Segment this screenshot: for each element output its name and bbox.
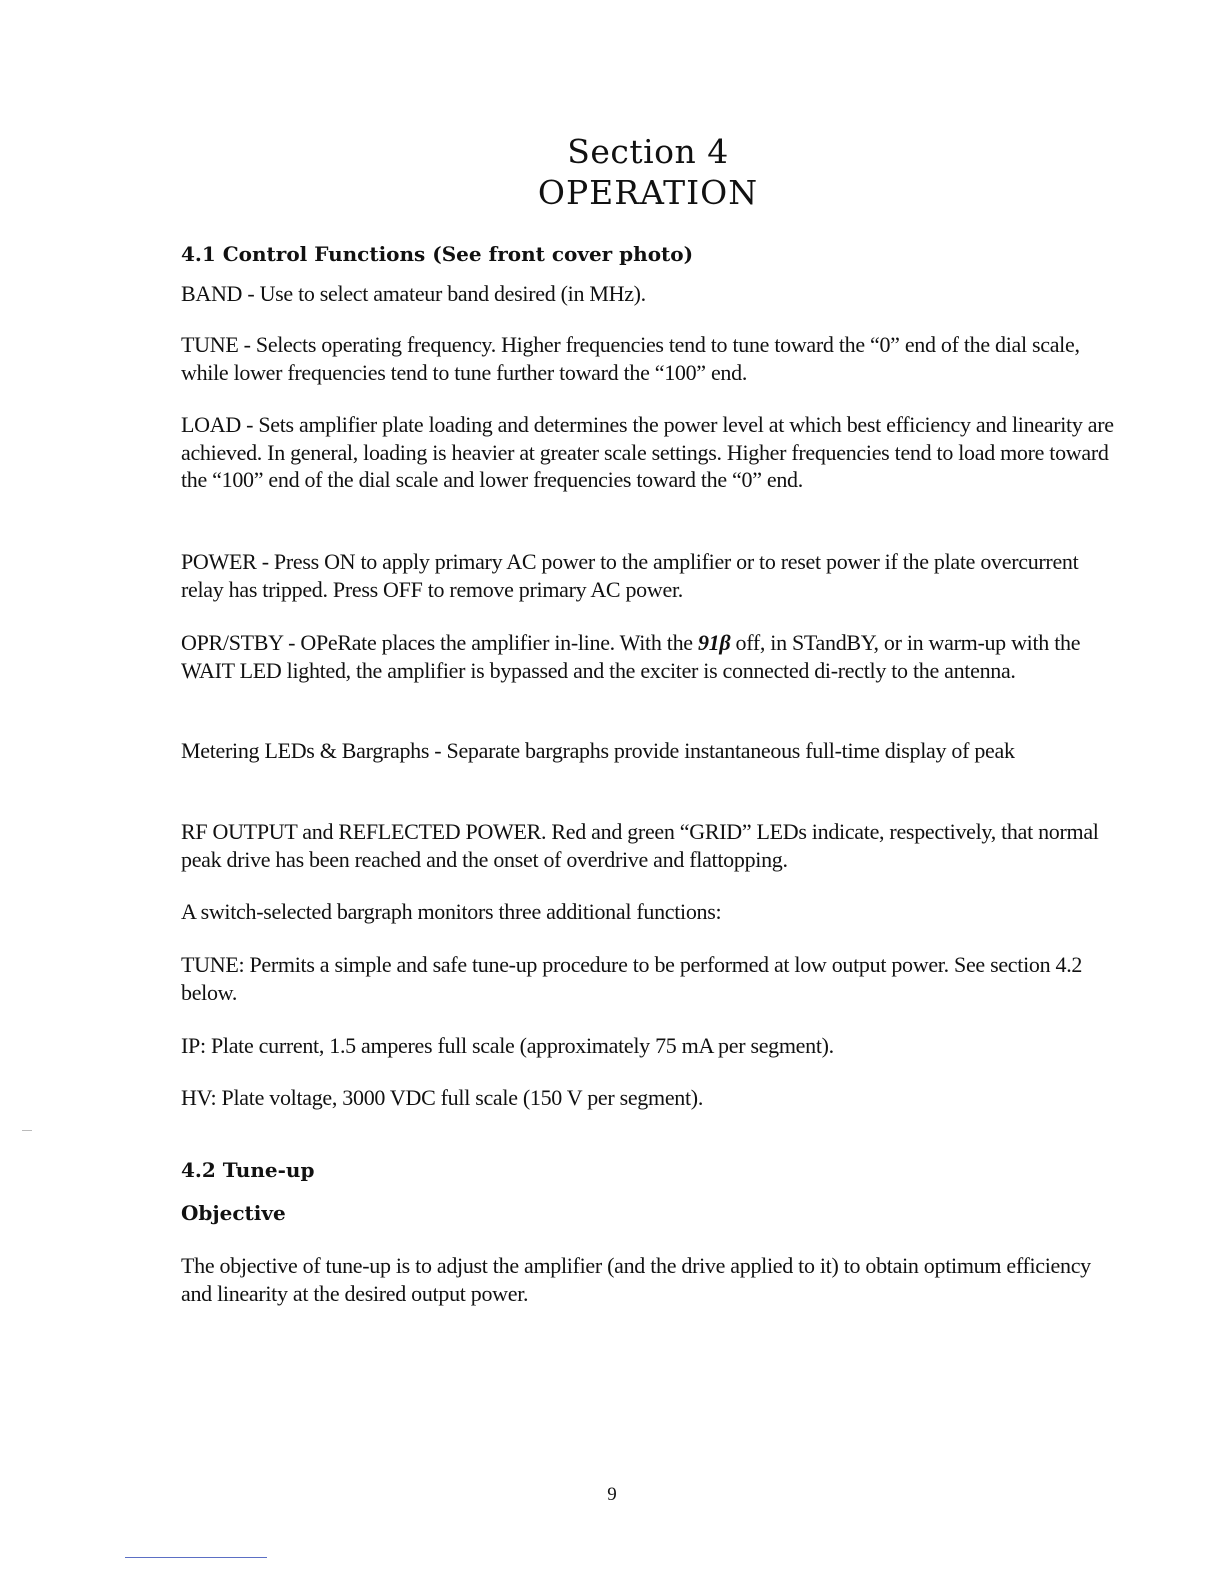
paragraph-opr-stby: [181, 629, 1121, 684]
paragraph-rf-output: RF OUTPUT and REFLECTED POWER. Red and green “GRID” LEDs indicate, respectively, that normal peak drive has been reached and the onset of overdrive and flattopping.: [181, 819, 1099, 872]
opr-text-before: OPR/STBY - OPeRate places the amplifier in-line. With the: [181, 630, 698, 655]
opr-text-after: off, in STandBY, or in warm-up with the WAIT LED lighted, the amplifier is bypassed and the exciter is connected di-rectly to the antenna.: [181, 630, 1081, 683]
paragraph-metering: Metering LEDs & Bargraphs - Separate bargraphs provide instantaneous full-time display of peak: [181, 738, 1015, 763]
model-name: 91β: [697, 630, 731, 655]
paragraph-tune-function: TUNE: Permits a simple and safe tune-up procedure to be performed at low output power. See section 4.2 below.: [181, 952, 1083, 1005]
paragraph-tune: TUNE - Selects operating frequency. Higher frequencies tend to tune toward the “0” end of the dial scale, while lower frequencies tend to tune further toward the “100” end.: [181, 332, 1080, 385]
section-number: Section 4: [567, 132, 729, 171]
heading-tune-up: 4.2 Tune-up: [181, 1158, 315, 1182]
subheading-objective: Objective: [181, 1201, 286, 1225]
paragraph-ip-function: IP: Plate current, 1.5 amperes full scale (approximately 75 mA per segment).: [181, 1033, 834, 1058]
paragraph-switch-selected: A switch-selected bargraph monitors three additional functions:: [181, 899, 722, 924]
paragraph-hv-function: HV: Plate voltage, 3000 VDC full scale (150 V per segment).: [181, 1085, 704, 1110]
paragraph-load: LOAD - Sets amplifier plate loading and determines the power level at which best efficiency and linearity are achieved. In general, loading is heavier at greater scale settings. Higher frequencies tend to load more toward the “100” end of the dial scale and lower frequencies toward the “0” end.: [181, 412, 1114, 492]
paragraph-band: BAND - Use to select amateur band desired (in MHz).: [181, 281, 646, 306]
page-title: OPERATION: [537, 173, 759, 212]
paragraph-power: POWER - Press ON to apply primary AC power to the amplifier or to reset power if the plate overcurrent relay has tripped. Press OFF to remove primary AC power.: [181, 549, 1079, 602]
footnote-divider: [125, 1557, 267, 1558]
paragraph-objective: The objective of tune-up is to adjust the amplifier (and the drive applied to it) to obtain optimum efficiency and linearity at the desired output power.: [181, 1253, 1091, 1306]
page-number: 9: [607, 1484, 617, 1505]
margin-mark: [22, 1130, 32, 1131]
heading-control-functions: 4.1 Control Functions (See front cover photo): [181, 242, 694, 266]
